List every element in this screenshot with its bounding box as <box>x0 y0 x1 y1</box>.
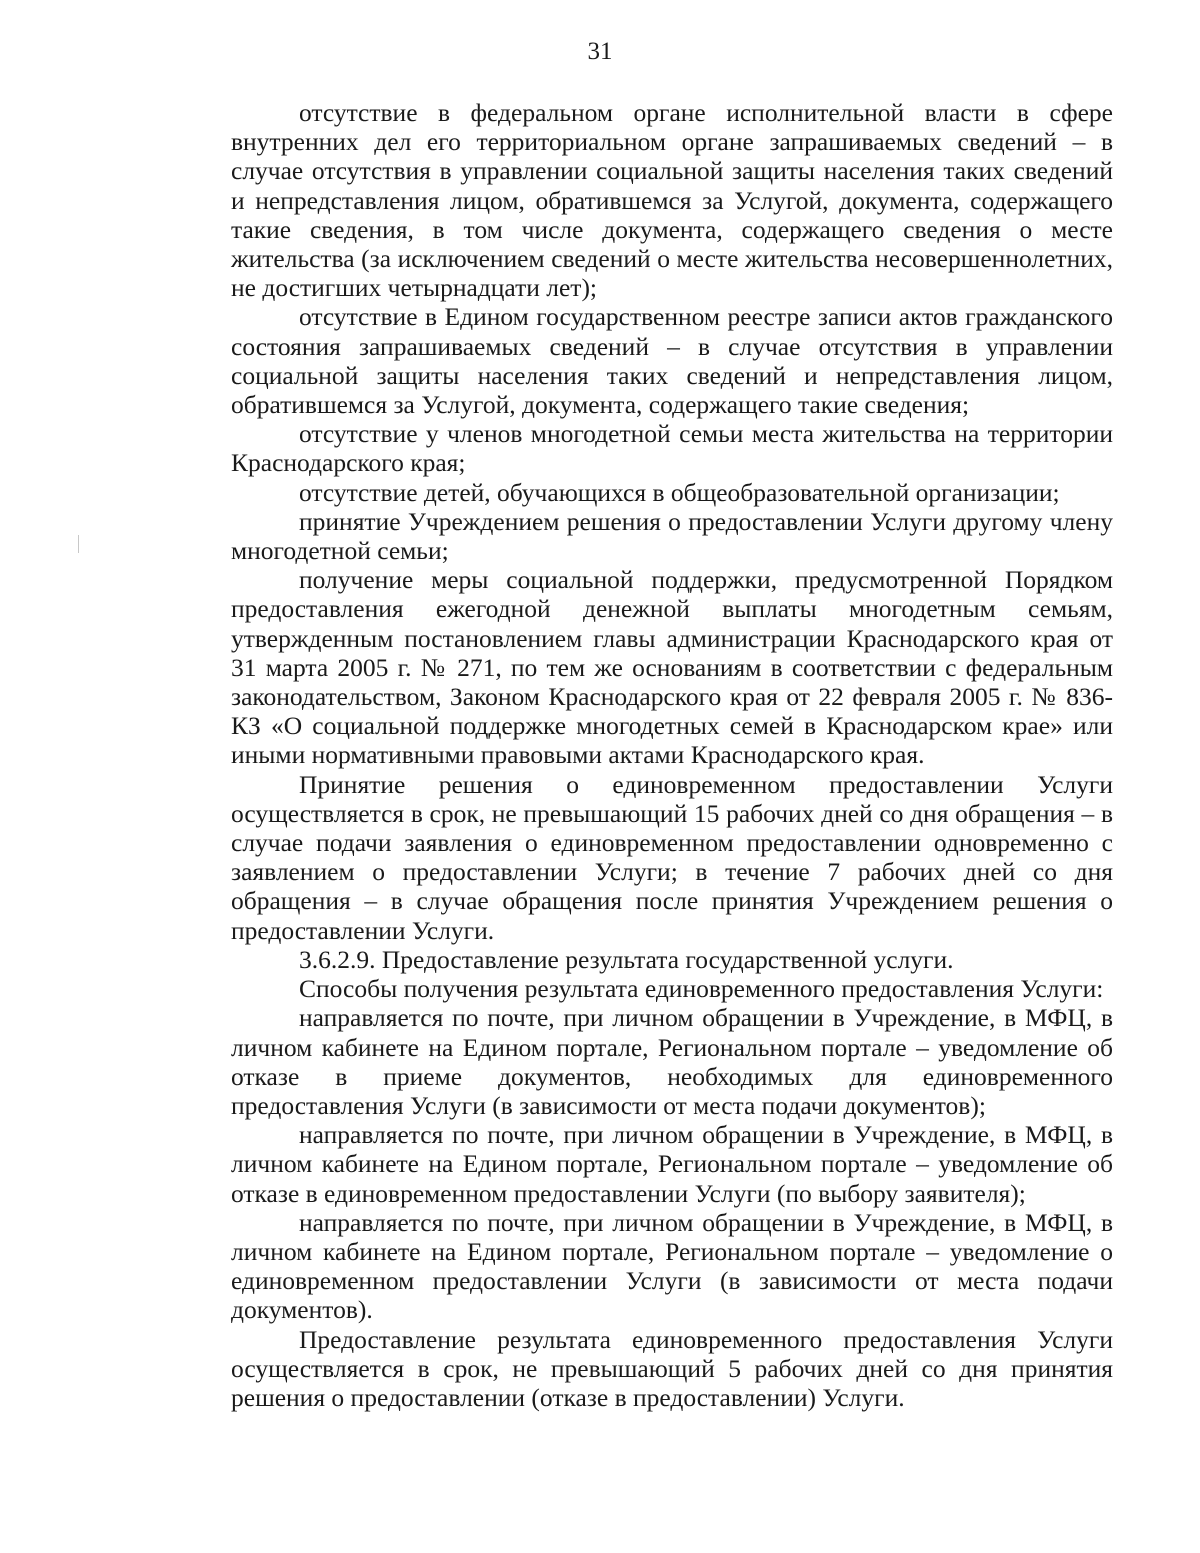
section-heading-3-6-2-9: 3.6.2.9. Предоставление результата государственной услуги. <box>299 944 954 974</box>
paragraph-refusal-ground-no-residence: отсутствие у членов многодетной семьи места жительства на территории Краснодарского края; <box>231 419 1113 478</box>
paragraph-refusal-ground-no-students: отсутствие детей, обучающихся в общеобразовательной организации; <box>299 477 1060 507</box>
paragraph-result-refusal-service: направляется по почте, при личном обращении в Учреждение, в МФЦ, в личном кабинете на Едином портале, Региональном портале – уведомление об отказе в единовременном предоставлении Услуги (по выбору заявителя); <box>231 1120 1113 1208</box>
paragraph-result-deadline: Предоставление результата единовременного предоставления Услуги осуществляется в срок, не превышающий 5 рабочих дней со дня принятия решения о предоставлении (отказе в предоставлении) Услуги. <box>231 1324 1113 1412</box>
paragraph-refusal-ground-duplicate-support: получение меры социальной поддержки, предусмотренной Порядком предоставления ежегодной денежной выплаты многодетным семьям, утвержденным постановлением главы администрации Краснодарского края от 31 марта 2005 г. № 271, по тем же основаниям в соответствии с федеральным законодательством, Законом Краснодарского края от 22 февраля 2005 г. № 836-КЗ «О социальной поддержке многодетных семей в Краснодарском крае» или иными нормативными правовыми актами Краснодарского края. <box>231 565 1113 770</box>
paragraph-result-grant-notice: направляется по почте, при личном обращении в Учреждение, в МФЦ, в личном кабинете на Едином портале, Региональном портале – уведомление о единовременном предоставлении Услуги (в зависимости от места подачи документов). <box>231 1207 1113 1325</box>
paragraph-decision-deadline: Принятие решения о единовременном предоставлении Услуги осуществляется в срок, не превышающий 15 рабочих дней со дня обращения – в случае подачи заявления о единовременном предоставлении одновременно с заявлением о предоставлении Услуги; в течение 7 рабочих дней со дня обращения – в случае обращения после принятия Учреждением решения о предоставлении Услуги. <box>231 769 1113 945</box>
paragraph-refusal-ground-civil-registry: отсутствие в Едином государственном реестре записи актов гражданского состояния запрашиваемых сведений – в случае отсутствия в управлении социальной защиты населения таких сведений и непредставления лицом, обратившемся за Услугой, документа, содержащего такие сведения; <box>231 302 1113 420</box>
page-number: 31 <box>587 38 613 65</box>
paragraph-result-refusal-documents: направляется по почте, при личном обращении в Учреждение, в МФЦ, в личном кабинете на Едином портале, Региональном портале – уведомление об отказе в приеме документов, необходимых для единовременного предоставления Услуги (в зависимости от места подачи документов); <box>231 1003 1113 1120</box>
paragraph-result-methods-intro: Способы получения результата единовременного предоставления Услуги: <box>299 974 1104 1004</box>
margin-scan-mark <box>78 535 79 553</box>
paragraph-refusal-ground-internal-affairs: отсутствие в федеральном органе исполнительной власти в сфере внутренних дел его территориальном органе запрашиваемых сведений – в случае отсутствия в управлении социальной защиты населения таких сведений и непредставления лицом, обратившемся за Услугой, документа, содержащего такие сведения, в том числе документа, содержащего сведения о месте жительства (за исключением сведений о месте жительства несовершеннолетних, не достигших четырнадцати лет); <box>231 98 1113 303</box>
paragraph-refusal-ground-other-member: принятие Учреждением решения о предоставлении Услуги другому члену многодетной семьи; <box>231 506 1113 566</box>
document-body <box>231 98 1113 1412</box>
